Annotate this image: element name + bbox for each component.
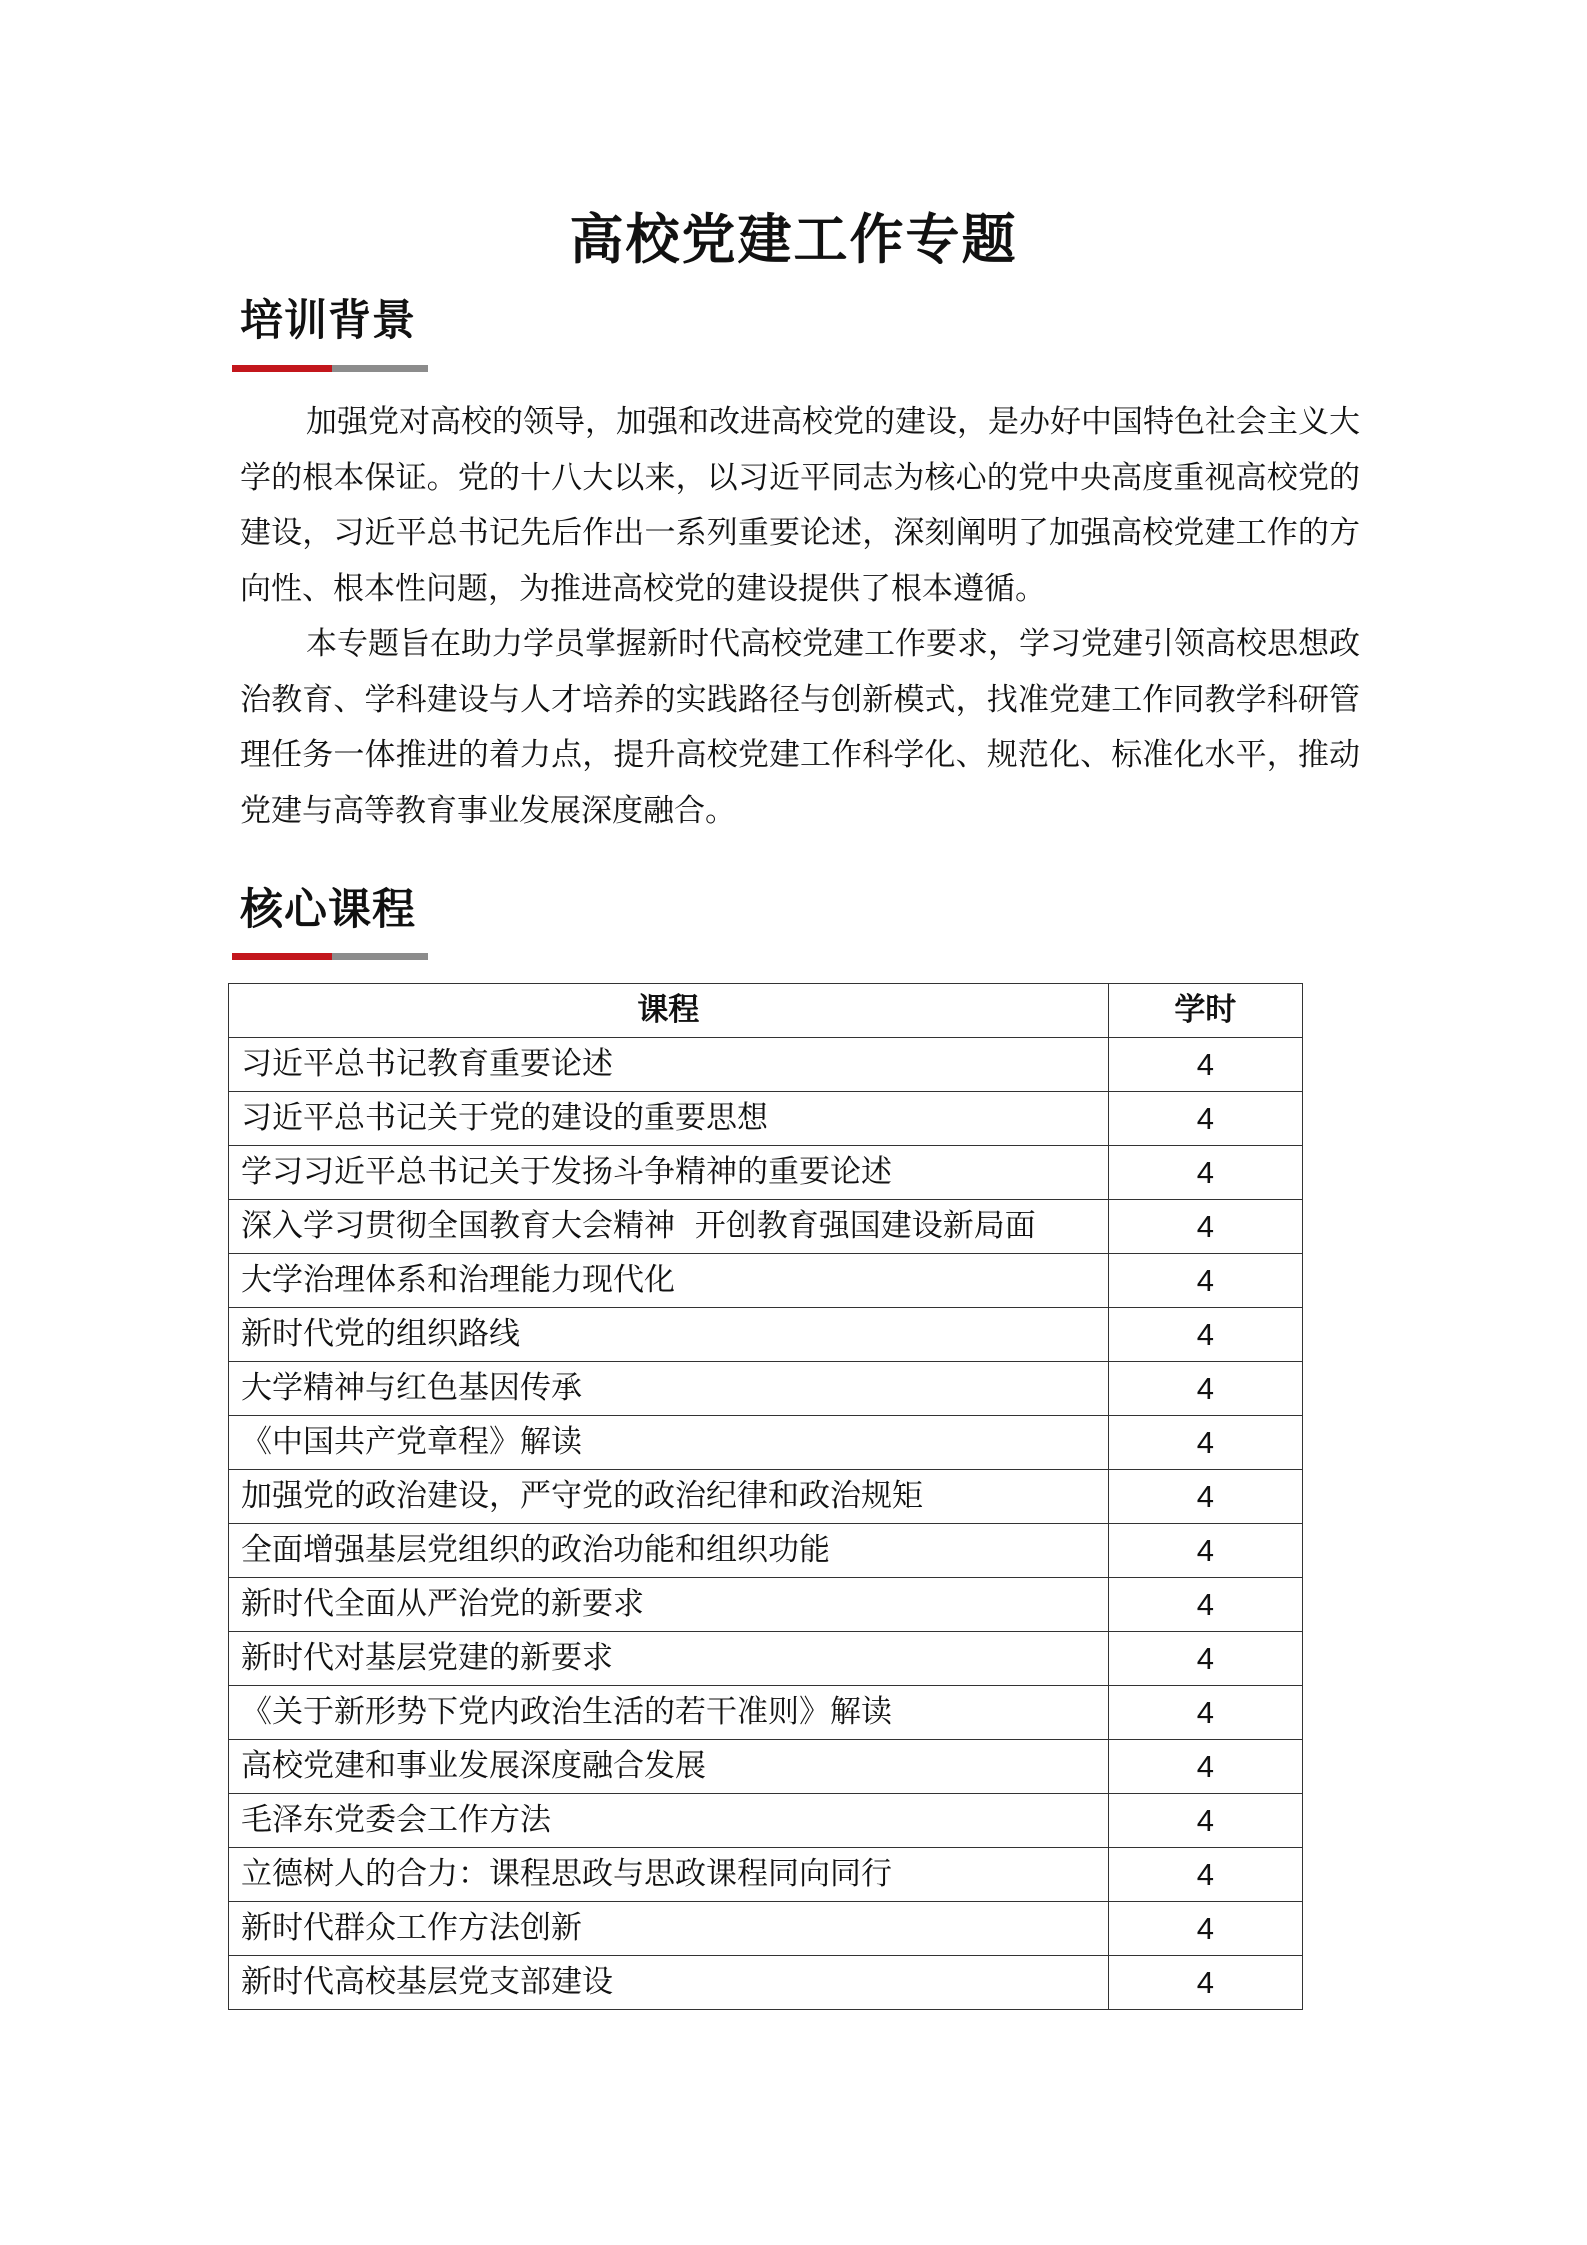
course-hours-cell: 4 — [1108, 1200, 1302, 1254]
table-row — [229, 1902, 1303, 1956]
course-table — [228, 983, 1303, 2010]
table-row — [229, 1470, 1303, 1524]
course-hours-cell: 4 — [1108, 1956, 1302, 2010]
underline-red-segment — [232, 953, 332, 960]
course-name-cell: 深入学习贯彻全国教育大会精神 开创教育强国建设新局面 — [229, 1200, 1109, 1254]
table-header-row — [229, 984, 1303, 1038]
course-hours-cell: 4 — [1108, 1578, 1302, 1632]
course-hours-cell: 4 — [1108, 1848, 1302, 1902]
table-row — [229, 1308, 1303, 1362]
course-name-cell: 加强党的政治建设，严守党的政治纪律和政治规矩 — [229, 1470, 1109, 1524]
course-name-cell: 习近平总书记关于党的建设的重要思想 — [229, 1092, 1109, 1146]
course-hours-cell: 4 — [1108, 1308, 1302, 1362]
table-row — [229, 1686, 1303, 1740]
table-row — [229, 1578, 1303, 1632]
course-hours-cell: 4 — [1108, 1038, 1302, 1092]
table-row — [229, 1092, 1303, 1146]
course-name-cell: 新时代群众工作方法创新 — [229, 1902, 1109, 1956]
column-header-hours: 学时 — [1108, 984, 1302, 1038]
course-name-cell: 高校党建和事业发展深度融合发展 — [229, 1740, 1109, 1794]
course-hours-cell: 4 — [1108, 1362, 1302, 1416]
course-name-cell: 《关于新形势下党内政治生活的若干准则》解读 — [229, 1686, 1109, 1740]
section-heading-courses: 核心课程 — [240, 885, 416, 935]
section-heading-background: 培训背景 — [240, 296, 416, 346]
course-name-cell: 毛泽东党委会工作方法 — [229, 1794, 1109, 1848]
table-row — [229, 1956, 1303, 2010]
course-name-cell: 新时代全面从严治党的新要求 — [229, 1578, 1109, 1632]
table-row — [229, 1038, 1303, 1092]
course-name-cell: 大学治理体系和治理能力现代化 — [229, 1254, 1109, 1308]
table-row — [229, 1200, 1303, 1254]
course-hours-cell: 4 — [1108, 1686, 1302, 1740]
table-row — [229, 1254, 1303, 1308]
heading-underline-courses — [232, 953, 428, 960]
course-name-cell: 全面增强基层党组织的政治功能和组织功能 — [229, 1524, 1109, 1578]
course-hours-cell: 4 — [1108, 1524, 1302, 1578]
background-body — [240, 395, 1360, 839]
course-name-cell: 学习习近平总书记关于发扬斗争精神的重要论述 — [229, 1146, 1109, 1200]
underline-gray-segment — [332, 953, 428, 960]
course-hours-cell: 4 — [1108, 1092, 1302, 1146]
course-name-cell: 立德树人的合力：课程思政与思政课程同向同行 — [229, 1848, 1109, 1902]
course-hours-cell: 4 — [1108, 1794, 1302, 1848]
page-title: 高校党建工作专题 — [569, 208, 1018, 271]
course-hours-cell: 4 — [1108, 1902, 1302, 1956]
course-name-cell: 新时代党的组织路线 — [229, 1308, 1109, 1362]
background-paragraph-1: 加强党对高校的领导，加强和改进高校党的建设，是办好中国特色社会主义大学的根本保证。党的十八大以来，以习近平同志为核心的党中央高度重视高校党的建设，习近平总书记先后作出一系列重要论述，深刻阐明了加强高校党建工作的方向性、根本性问题，为推进高校党的建设提供了根本遵循。 — [240, 404, 1360, 607]
table-row — [229, 1632, 1303, 1686]
course-hours-cell: 4 — [1108, 1470, 1302, 1524]
background-paragraph-2: 本专题旨在助力学员掌握新时代高校党建工作要求，学习党建引领高校思想政治教育、学科建设与人才培养的实践路径与创新模式，找准党建工作同教学科研管理任务一体推进的着力点，提升高校党建工作科学化、规范化、标准化水平，推动党建与高等教育事业发展深度融合。 — [240, 626, 1360, 829]
table-row — [229, 1416, 1303, 1470]
course-name-cell: 习近平总书记教育重要论述 — [229, 1038, 1109, 1092]
course-name-cell: 《中国共产党章程》解读 — [229, 1416, 1109, 1470]
course-hours-cell: 4 — [1108, 1740, 1302, 1794]
table-row — [229, 1146, 1303, 1200]
course-table-body — [229, 1038, 1303, 2010]
course-hours-cell: 4 — [1108, 1632, 1302, 1686]
heading-underline-background — [232, 365, 428, 372]
course-name-cell: 新时代对基层党建的新要求 — [229, 1632, 1109, 1686]
course-hours-cell: 4 — [1108, 1416, 1302, 1470]
column-header-course: 课程 — [229, 984, 1109, 1038]
table-row — [229, 1740, 1303, 1794]
underline-red-segment — [232, 365, 332, 372]
table-row — [229, 1362, 1303, 1416]
course-name-cell: 大学精神与红色基因传承 — [229, 1362, 1109, 1416]
table-row — [229, 1794, 1303, 1848]
table-row — [229, 1848, 1303, 1902]
course-hours-cell: 4 — [1108, 1254, 1302, 1308]
underline-gray-segment — [332, 365, 428, 372]
course-hours-cell: 4 — [1108, 1146, 1302, 1200]
course-name-cell: 新时代高校基层党支部建设 — [229, 1956, 1109, 2010]
table-row — [229, 1524, 1303, 1578]
